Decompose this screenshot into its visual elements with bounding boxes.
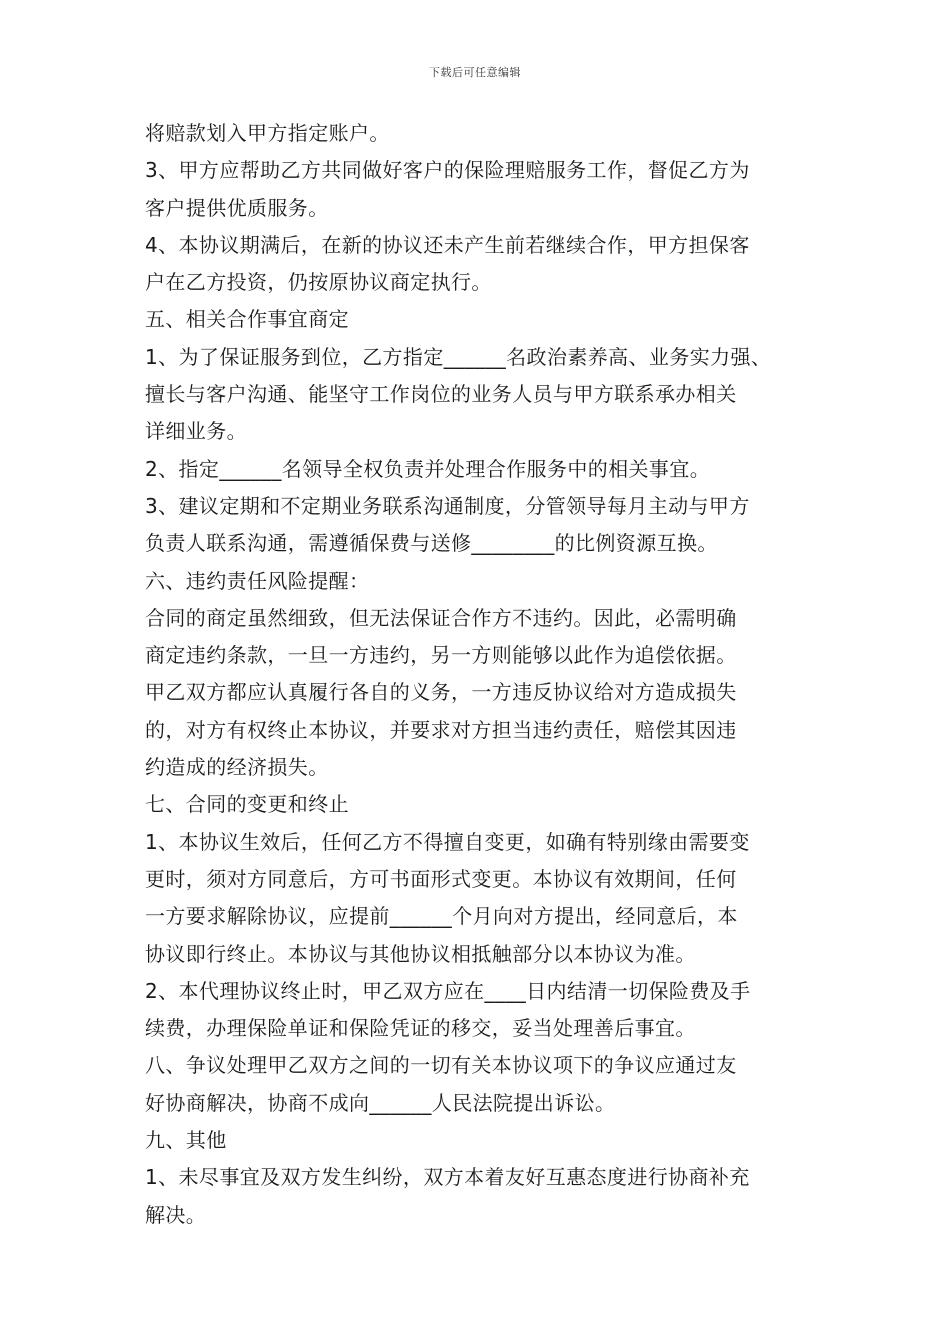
document-body xyxy=(145,115,815,1234)
text-line: 1、未尽事宜及双方发生纠纷，双方本着友好互惠态度进行协商补充 xyxy=(145,1165,750,1190)
text-line: 1、本协议生效后，任何乙方不得擅自变更，如确有特别缘由需要变 xyxy=(145,829,750,854)
section-heading: 九、其他 xyxy=(145,1128,227,1153)
text-line: 甲乙双方都应认真履行各自的义务，一方违反协议给对方造成损失 xyxy=(145,680,737,705)
text-line: 3、甲方应帮助乙方共同做好客户的保险理赔服务工作，督促乙方为 xyxy=(145,158,750,183)
text-line: 3、建议定期和不定期业务联系沟通制度，分管领导每月主动与甲方 xyxy=(145,493,750,518)
text-line: 的，对方有权终止本协议，并要求对方担当违约责任，赔偿其因违 xyxy=(145,717,737,742)
text-line: 2、本代理协议终止时，甲乙双方应在____日内结清一切保险费及手 xyxy=(145,978,751,1003)
section-heading: 六、违约责任风险提醒： xyxy=(145,568,370,593)
text-line: 2、指定______名领导全权负责并处理合作服务中的相关事宜。 xyxy=(145,456,711,481)
section-heading: 七、合同的变更和终止 xyxy=(145,792,349,817)
page-header: 下载后可任意编辑 xyxy=(429,66,521,79)
text-line: 一方要求解除协议，应提前______个月向对方提出，经同意后，本 xyxy=(145,904,738,929)
text-line: 合同的商定虽然细致，但无法保证合作方不违约。因此，必需明确 xyxy=(145,605,737,630)
text-line: 好协商解决，协商不成向______人民法院提出诉讼。 xyxy=(145,1090,616,1115)
section-heading: 八、争议处理甲乙双方之间的一切有关本协议项下的争议应通过友 xyxy=(145,1053,737,1078)
text-line: 商定违约条款，一旦一方违约，另一方则能够以此作为追偿依据。 xyxy=(145,643,737,668)
text-line: 擅长与客户沟通、能坚守工作岗位的业务人员与甲方联系承办相关 xyxy=(145,382,737,407)
text-line: 更时，须对方同意后，方可书面形式变更。本协议有效期间，任何 xyxy=(145,866,737,891)
text-line: 1、为了保证服务到位，乙方指定______名政治素养高、业务实力强、 xyxy=(145,344,772,369)
text-line: 将赔款划入甲方指定账户。 xyxy=(145,121,390,145)
text-line: 户在乙方投资，仍按原协议商定执行。 xyxy=(145,270,492,295)
text-line: 详细业务。 xyxy=(145,419,247,444)
text-line: 约造成的经济损失。 xyxy=(145,755,329,780)
text-line: 解决。 xyxy=(145,1202,207,1227)
text-line: 续费，办理保险单证和保险凭证的移交，妥当处理善后事宜。 xyxy=(145,1016,696,1041)
text-line: 4、本协议期满后，在新的协议还未产生前若继续合作，甲方担保客 xyxy=(145,232,750,257)
section-heading: 五、相关合作事宜商定 xyxy=(145,307,349,332)
text-line: 负责人联系沟通，需遵循保费与送修________的比例资源互换。 xyxy=(145,531,718,556)
text-line: 协议即行终止。本协议与其他协议相抵触部分以本协议为准。 xyxy=(145,941,696,966)
text-line: 客户提供优质服务。 xyxy=(145,195,329,220)
